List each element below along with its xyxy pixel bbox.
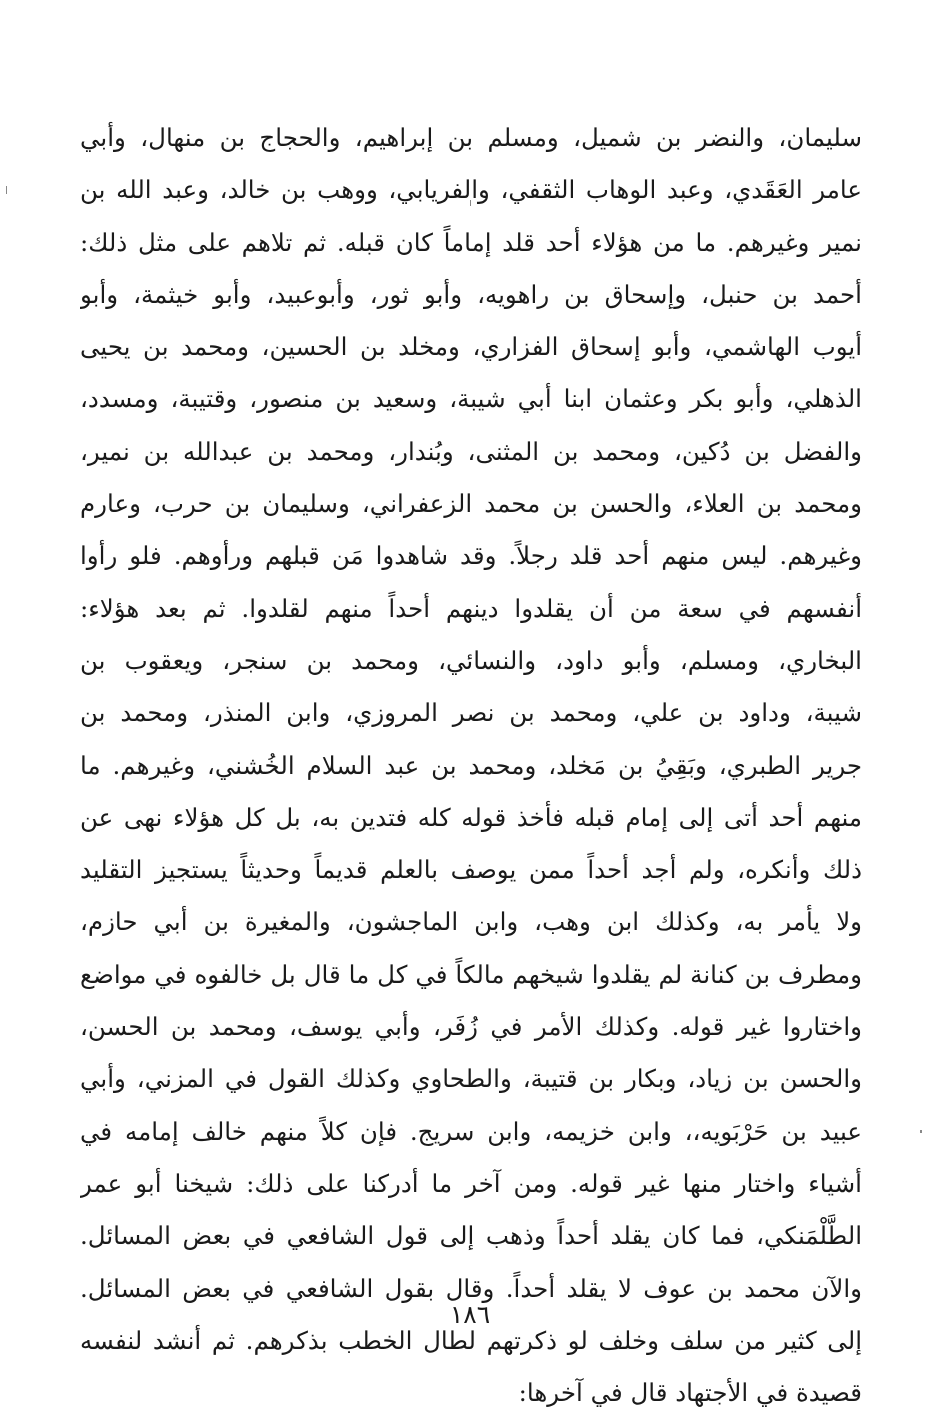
text-line: أيوب الهاشمي، وأبو إسحاق الفزاري، ومخلد بن الحسين، ومحمد بن يحيى — [80, 332, 862, 362]
text-line: إلى كثير من سلف وخلف لو ذكرتهم لطال الخطب بذكرهم. ثم أنشد لنفسه — [80, 1325, 862, 1355]
scan-mark — [920, 1130, 922, 1133]
text-line: عبيد بن حَرْبَويه،، وابن خزيمه، وابن سريج. فإن كلاً منهم خالف إمامه في — [80, 1116, 862, 1146]
text-line: الطَّلْمَنكي، فما كان يقلد أحداً وذهب إلى قول الشافعي في بعض المسائل. — [80, 1221, 862, 1251]
text-line: والفضل بن دُكين، ومحمد بن المثنى، وبُندار، ومحمد بن عبدالله بن نمير، — [80, 436, 862, 466]
text-line: قصيدة في الأجتهاد قال في آخرها: — [518, 1378, 862, 1408]
text-line: وغيرهم. ليس منهم أحد قلد رجلاً. وقد شاهدوا مَن قبلهم ورأوهم. فلو رأوا — [80, 541, 862, 571]
text-line: جرير الطبري، وبَقِيُ بن مَخلد، ومحمد بن عبد السلام الخُشني، وغيرهم. ما — [80, 750, 862, 780]
text-line: أشياء واختار منها غير قوله. ومن آخر ما أدركنا على ذلك: شيخنا أبو عمر — [80, 1168, 862, 1198]
text-line: ولا يأمر به، وكذلك ابن وهب، وابن الماجشون، والمغيرة بن أبي حازم، — [80, 907, 862, 937]
text-line: واختاروا غير قوله. وكذلك الأمر في زُفَر، وأبي يوسف، ومحمد بن الحسن، — [80, 1012, 862, 1042]
body-text — [80, 112, 862, 1419]
text-line: الذهلي، وأبو بكر وعثمان ابنا أبي شيبة، وسعيد بن منصور، وقتيبة، ومسدد، — [80, 384, 862, 414]
text-line: والآن محمد بن عوف لا يقلد أحداً. وقال بقول الشافعي في بعض المسائل. — [80, 1273, 862, 1303]
text-line: عامر العَقَدي، وعبد الوهاب الثقفي، والفريابي، ووهب بن خالد، وعبد الله بن — [80, 175, 862, 205]
text-line: ومحمد بن العلاء، والحسن بن محمد الزعفراني، وسليمان بن حرب، وعارم — [80, 489, 862, 519]
text-line: سليمان، والنضر بن شميل، ومسلم بن إبراهيم، والحجاج بن منهال، وأبي — [80, 123, 862, 152]
text-line: أحمد بن حنبل، وإسحاق بن راهويه، وأبو ثور، وأبوعبيد، وأبو خيثمة، وأبو — [80, 279, 862, 309]
text-line: ذلك وأنكره، ولم أجد أحداً ممن يوصف بالعلم قديماً وحديثاً يستجيز التقليد — [80, 855, 862, 885]
text-line: ومطرف بن كنانة لم يقلدوا شيخهم مالكاً في كل ما قال بل خالفوه في مواضع — [80, 959, 862, 989]
text-line: منهم أحد أتى إلى إمام قبله فأخذ قوله كله فتدين به، بل كل هؤلاء نهى عن — [80, 802, 862, 832]
text-line: البخاري، ومسلم، وأبو داود، والنسائي، ومحمد بن سنجر، ويعقوب بن — [80, 645, 862, 675]
text-line: والحسن بن زياد، وبكار بن قتيبة، والطحاوي وكذلك القول في المزني، وأبي — [80, 1064, 862, 1094]
text-line: شيبة، وداود بن علي، ومحمد بن نصر المروزي، وابن المنذر، ومحمد بن — [80, 698, 862, 728]
text-line: أنفسهم في سعة من أن يقلدوا دينهم أحداً منهم لقلدوا. ثم بعد هؤلاء: — [80, 593, 862, 623]
scan-mark — [6, 186, 7, 194]
page-number: ١٨٦ — [449, 1300, 491, 1329]
text-line: نمير وغيرهم. ما من هؤلاء أحد قلد إماماً كان قبله. ثم تلاهم على مثل ذلك: — [80, 227, 862, 257]
